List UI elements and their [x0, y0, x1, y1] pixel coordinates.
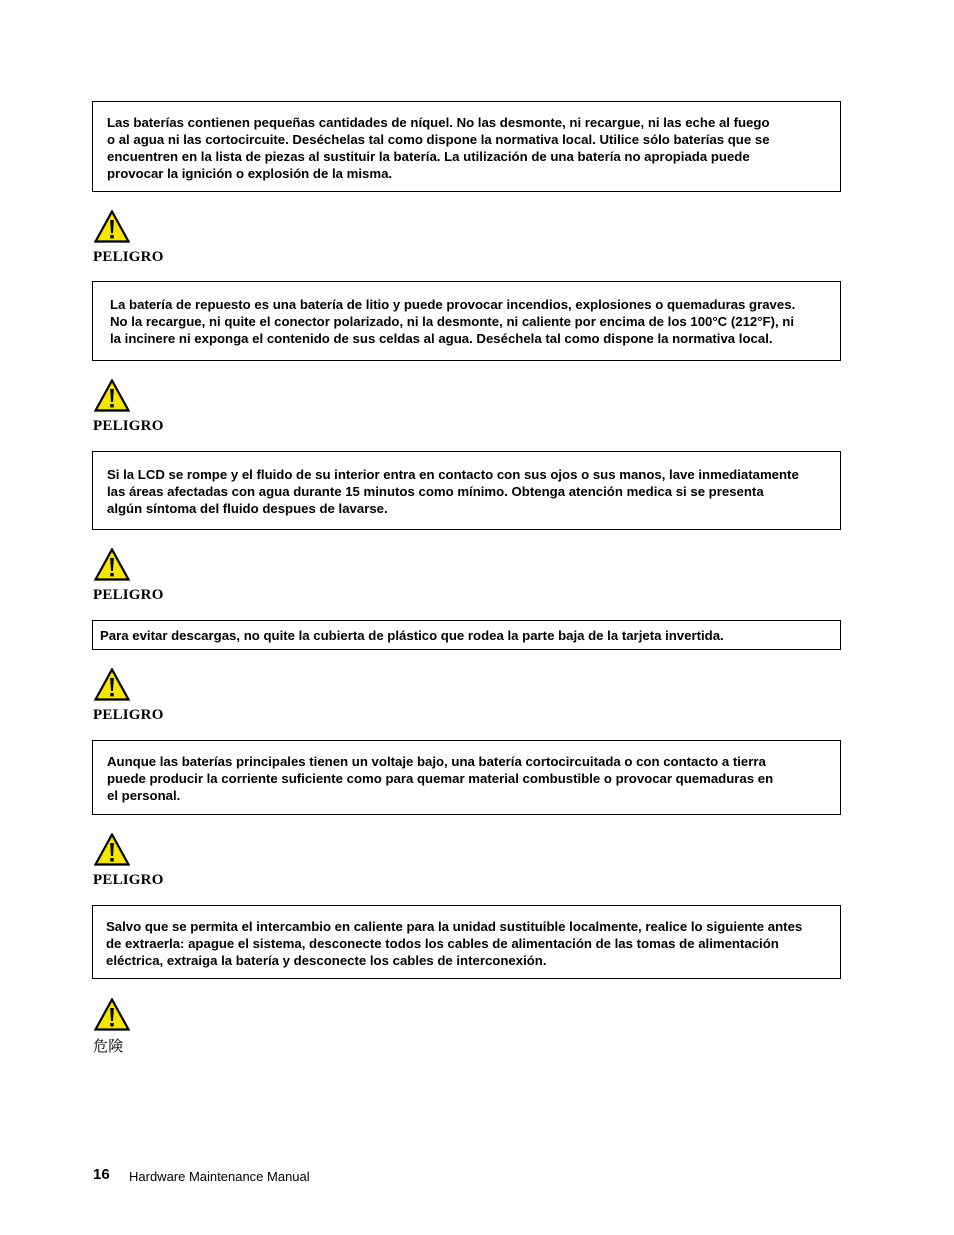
document-title: Hardware Maintenance Manual: [129, 1169, 310, 1184]
notice-text-3: Si la LCD se rompe y el fluido de su interior entra en contacto con sus ojos o sus manos, lave inmediatamente las áreas afectadas con agua durante 15 minutos como mínimo. Obtenga atención medica si se presenta algún síntoma del fluido despues de lavarse.: [107, 467, 799, 516]
page-number: 16: [93, 1166, 110, 1183]
danger-label-3: PELIGRO: [93, 587, 164, 603]
warning-triangle-icon: [94, 548, 130, 581]
caution-notice-5: [92, 740, 841, 815]
warning-triangle-icon: [94, 210, 130, 243]
caution-notice-6: [92, 905, 841, 979]
notice-text-1: Las baterías contienen pequeñas cantidades de níquel. No las desmonte, ni recargue, ni las eche al fuego o al agua ni las cortocircuite. Deséchelas tal como dispone la normativa local. Utilice sólo baterías que se encuentren en la lista de piezas al sustituir la batería. La utilización de una batería no apropiada puede provocar la ignición o explosión de la misma.: [107, 115, 770, 181]
notice-text-5: Aunque las baterías principales tienen un voltaje bajo, una batería cortocircuitada o con contacto a tierra puede producir la corriente suficiente como para quemar material combustible o provocar quemaduras en el personal.: [107, 754, 774, 803]
warning-triangle-icon: [94, 833, 130, 866]
caution-notice-4: [92, 620, 841, 650]
notice-text-4: Para evitar descargas, no quite la cubierta de plástico que rodea la parte baja de la tarjeta invertida.: [100, 628, 724, 643]
danger-label-6: 危険: [93, 1037, 124, 1055]
warning-triangle-icon: [94, 379, 130, 412]
caution-notice-3: [92, 451, 841, 530]
notice-text-6: Salvo que se permita el intercambio en caliente para la unidad sustituible localmente, realice lo siguiente antes de extraerla: apague el sistema, desconecte todos los cables de alimentación de las tomas de alimentación eléctrica, extraiga la batería y desconecte los cables de interconexión.: [106, 919, 803, 968]
danger-label-1: PELIGRO: [93, 249, 164, 265]
warning-triangle-icon: [94, 998, 130, 1031]
warning-triangle-icon: [94, 668, 130, 701]
danger-label-4: PELIGRO: [93, 707, 164, 723]
danger-label-2: PELIGRO: [93, 418, 164, 434]
danger-label-5: PELIGRO: [93, 872, 164, 888]
caution-notice-2: [92, 281, 841, 361]
caution-notice-1: [92, 101, 841, 192]
notice-text-2: La batería de repuesto es una batería de litio y puede provocar incendios, explosiones o quemaduras graves. No la recargue, ni quite el conector polarizado, ni la desmonte, ni caliente por encima de los 100°C (212°F), ni la incinere ni exponga el contenido de sus celdas al agua. Deséchela tal como dispone la normativa local.: [110, 297, 796, 346]
